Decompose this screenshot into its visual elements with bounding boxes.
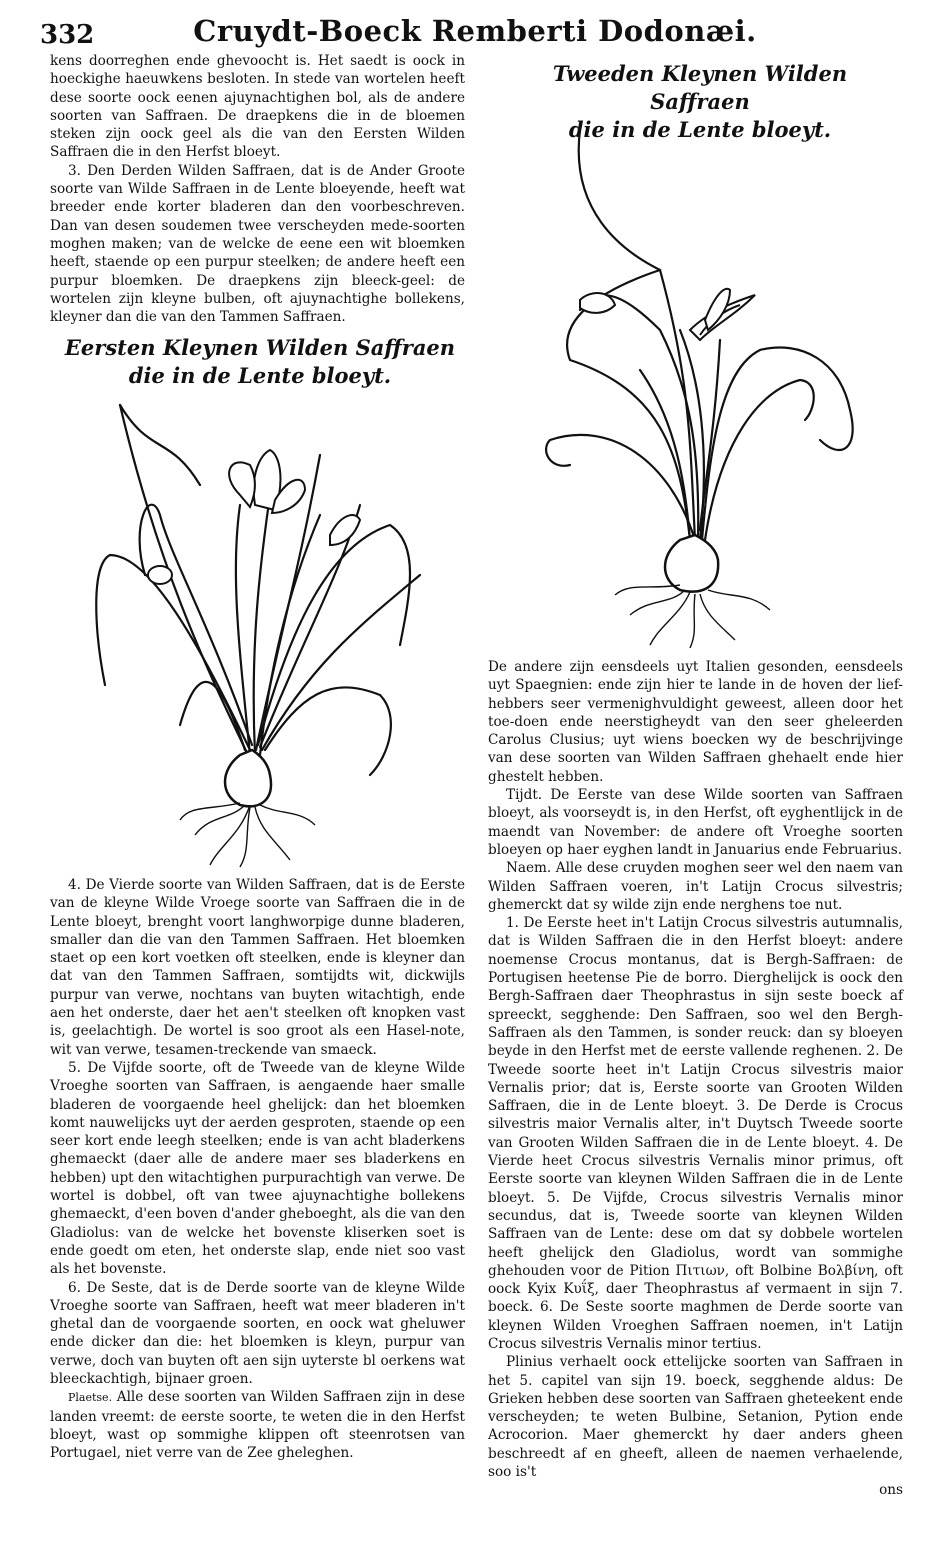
paragraph: Tijdt. De Eerste van dese Wilde soorten van Saffraen bloeyt, als voorseydt is, in den Herfst, oft eyghentlijck in de maendt van November: de andere oft Vroeghe soorten bloeyen op haer eyghen landt in Januarius ende Februarius.: [488, 787, 903, 858]
paragraph: 5. De Vijfde soorte, oft de Tweede van de kleyne Wilde Vroeghe soorten van Saffraen, is aengaende haer smalle bladeren de voorgaende heel ghelijck: dan het bloemken komt nauwelijcks uyt der aerden gesproten, staende op een seer kort ende leegh steelken; ende is van acht bladerkens ghemaeckt (daer alle de andere maer ses bladerkens en hebben) upt den witachtighen purpurachtigh van verwe. De wortel is dobbel, oft van twee ajuynachtighe bollekens ghemaeckt, d'een boven d'ander gheboeght, als die van den Gladiolus: van de welcke het bovenste kliserken soet is ende goedt om eten, het onderste slap, ende niet soo vast als het bovenste.: [50, 1059, 465, 1278]
page-number: 332: [40, 20, 95, 50]
place-label: Plaetse.: [68, 1391, 113, 1405]
paragraph: 3. Den Derden Wilden Saffraen, dat is de Ander Groote soorte van Wilde Saffraen in de Lente bloeyende, heeft wat breeder ende korter bladeren dan den voorbeschreven. Dan van desen soudemen twee verscheyden mede-soorten moghen maken; van de welcke de eene een wit bloemken heeft, staende op een purpur steelken; de andere heeft een purpur bloemken. De draepkens zijn bleeck-geel: de wortelen zijn kleyne bulben, oft ajuynachtighe bollekens, kleyner dan die van den Tammen Saffraen.: [50, 162, 465, 326]
catchword: ons: [879, 1482, 903, 1499]
crocus-illustration-right: [540, 120, 880, 650]
paragraph: De andere zijn eensdeels uyt Italien gesonden, eensdeels uyt Spaegnien: ende zijn hier te lande in de hoven der lief-hebbers seer vermenighvuldight geweest, alleen door het toe-doen ende neerstigheydt van den seer gheleerden Carolus Clusius; uyt wiens boecken wy de beschrijvinge van dese soorten van Wilden Saffraen ghehaelt ende hier ghestelt hebben.: [488, 659, 903, 785]
paragraph: [50, 1388, 465, 1462]
paragraph: Plinius verhaelt oock ettelijcke soorten van Saffraen in het 5. capitel van sijn 19. boeck, segghende aldus: De Grieken hebben dese soorten van Saffraen gheteekent ende verscheyden; te weten Bulbine, Setanion, Pytion ende Acrocorion. Maer ghemerckt hy daer anders gheen beschreedt af en gheeft, alleen de naemen verhaelende, soo is't: [488, 1354, 903, 1481]
caption-line: Tweeden Kleynen Wilden Saffraen: [552, 61, 848, 114]
right-column-text: [488, 658, 903, 1500]
crocus-illustration-left: [90, 395, 430, 870]
left-bottom-text: [50, 876, 465, 1463]
paragraph: 6. De Seste, dat is de Derde soorte van de kleyne Wilde Vroeghe soorte van Saffraen, heeft wat meer bladeren in't ghetal dan de voorgaende soorten, en oock wat gheluwer ende dicker dan die: het bloemken is kleyn, purpur van verwe, doch van buyten oft aen sijn uyterste bl oerkens wat bleeckachtigh, bijnaer groen.: [50, 1279, 465, 1388]
paragraph: 1. De Eerste heet in't Latijn Crocus silvestris autumnalis, dat is Wilden Saffraen die in den Herfst bloeyt: andere noemense Crocus montanus, dat is Bergh-Saffraen: de Portugisen heetense Pie de borro. Dierghelijck is oock den Bergh-Saffraen daer Theophrastus in sijn seste boeck af spreeckt, segghende: Den Saffraen, soo wel den Bergh-Saffraen als den Tammen, is sonder reuck: dan sy bloeyen beyde in den Herfst met de eerste vallende reghenen. 2. De Tweede soorte heet in't Latijn Crocus silvestris maior Vernalis prior; dat is, Eerste soorte van Grooten Wilden Saffraen, die in de Lente bloeyt. 3. De Derde is Crocus silvestris maior Vernalis alter, in't Duytsch Tweede soorte van Grooten Wilden Saffraen die in de Lente bloeyt. 4. De Vierde heet Crocus silvestris Vernalis minor primus, oft Eerste soorte van kleynen Wilden Saffraen die in de Lente bloeyt. 5. De Vijfde, Crocus silvestris Vernalis minor secundus, dat is, Tweede soorte van kleynen Wilden Saffraen van de Lente: dese om dat sy dobbele wortelen heeft ghelijck den Gladiolus, wordt van sommighe ghehouden voor de Pition Πιτιων, oft Bolbine Βολβίνη, oft oock Kyix Κυΐξ, daer Theophrastus af vermaent in sijn 7. boeck. 6. De Seste soorte maghmen de Derde soorte van kleynen Wilden Vroeghen Saffraen noemen, in't Latijn Crocus silvestris Vernalis minor tertius.: [488, 915, 903, 1352]
place-text: Alle dese soorten van Wilden Saffraen zijn in dese landen vreemt: de eerste soorte, te weten die in den Herfst bloeyt, wast op sommighe klippen oft steenrotsen van Portugael, niet verre van de Zee gheleghen.: [50, 1389, 466, 1462]
paragraph: Naem. Alle dese cruyden moghen seer wel den naem van Wilden Saffraen voeren, in't Latijn Crocus silvestris; ghemerckt dat sy wilde zijn ende nerghens toe nut.: [488, 860, 903, 913]
left-top-text: [50, 52, 465, 326]
caption-line: die in de Lente bloeyt.: [128, 363, 392, 388]
running-title: Cruydt-Boeck Remberti Dodonæi.: [193, 14, 757, 48]
caption-line: Eersten Kleynen Wilden Saffraen: [64, 335, 456, 360]
paragraph: kens doorreghen ende ghevoocht is. Het saedt is oock in hoeckighe haeuwkens besloten. In stede van wortelen heeft dese soorte oock eenen ajuynachtighen bol, als de andere soorten van Saffraen. De draepkens die in de bloemen steken zijn oock geel als die van den Eersten Wilden Saffraen die in den Herfst bloeyt.: [50, 53, 465, 161]
paragraph: 4. De Vierde soorte van Wilden Saffraen, dat is de Eerste van de kleyne Wilde Vroege soorte van Saffraen die in de Lente bloeyt, brenght voort langhworpige dunne bladeren, smaller dan die van den Tammen Saffraen. Het bloemken staet op een kort voetken oft steelken, ende is kleyner dan dat van den Tammen Saffraen, somtijdts wit, dickwijls purpur van verwe, nochtans van buyten witachtigh, ende aen het onderste, daer het aen't steelken oft knopken vast is, geelachtigh. De wortel is soo groot als een Hasel-note, wit van verwe, tesamen-treckende van smaeck.: [50, 877, 465, 1058]
left-figure-caption: [60, 334, 460, 390]
caption-line: die in de Lente bloeyt.: [568, 117, 832, 142]
